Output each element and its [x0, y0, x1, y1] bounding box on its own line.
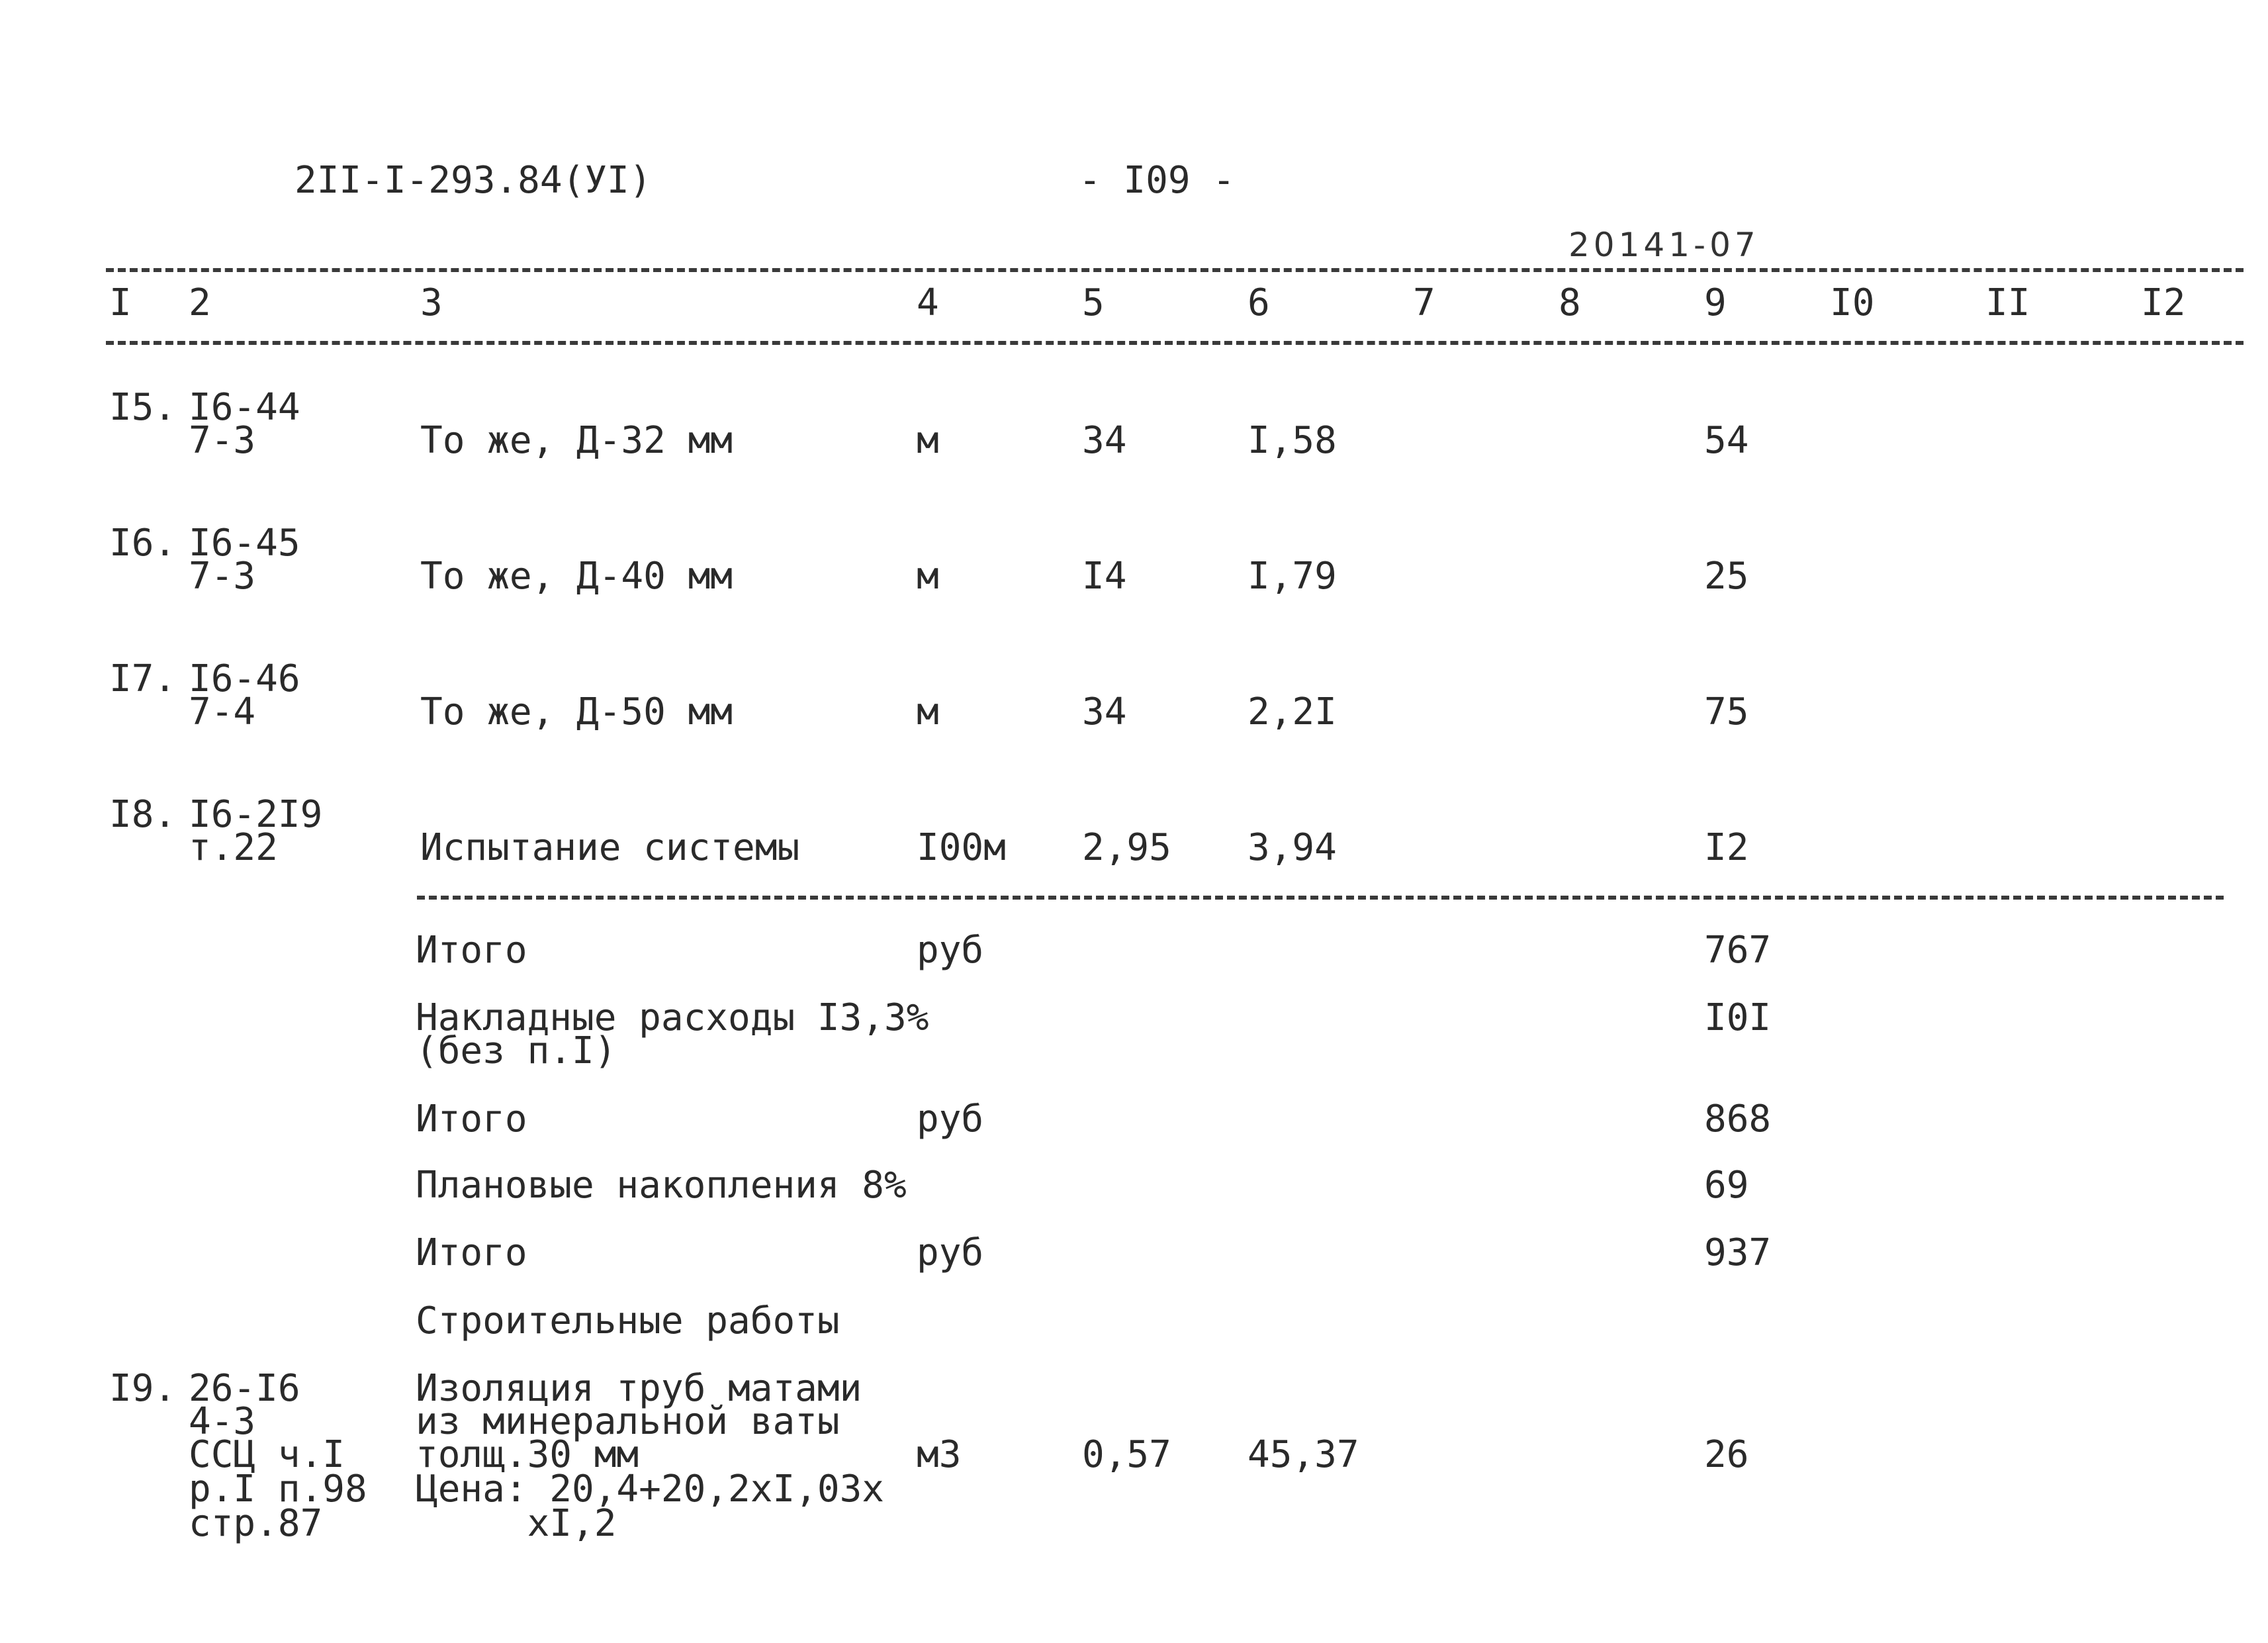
row-unit: м [917, 419, 939, 462]
row-code: 7-4 [189, 690, 256, 733]
column-header-8: 8 [1559, 281, 1581, 324]
row-code: р.I п.98 [189, 1468, 367, 1511]
row-total: 75 [1704, 690, 1749, 733]
document-code: 2II-I-293.84(УI) [295, 159, 652, 202]
row-price: 45,37 [1247, 1433, 1359, 1476]
page-number: - I09 - [1079, 159, 1236, 202]
row-number: I7. [109, 657, 177, 700]
row-code: 4-3 [189, 1400, 256, 1443]
row-price: 2,2I [1247, 690, 1337, 733]
row-code: 7-3 [189, 419, 256, 462]
row-description: из минеральной ваты [416, 1400, 840, 1443]
summary-unit: руб [917, 929, 984, 972]
row-unit: I00м [917, 826, 1006, 869]
summary-label: Итого [416, 1231, 527, 1274]
row-unit: м [917, 690, 939, 733]
row-total: 25 [1704, 555, 1749, 598]
row-description: То же, Д-32 мм [420, 419, 733, 462]
row-quantity: 34 [1082, 419, 1127, 462]
summary-total: 69 [1704, 1164, 1749, 1207]
row-description: Испытание системы [420, 826, 800, 869]
row-quantity: 34 [1082, 690, 1127, 733]
column-header-11: II [1985, 281, 2030, 324]
row-code: I6-45 [189, 522, 300, 565]
column-header-2: 2 [189, 281, 211, 324]
row-description: То же, Д-40 мм [420, 555, 733, 598]
summary-rule [417, 896, 2224, 900]
summary-label: Накладные расходы I3,3% [416, 996, 929, 1039]
row-total: I2 [1704, 826, 1749, 869]
row-description: толщ.30 мм [416, 1433, 639, 1476]
summary-total: 937 [1704, 1231, 1772, 1274]
summary-label: Итого [416, 1098, 527, 1141]
row-number: I9. [109, 1367, 177, 1410]
row-code: 7-3 [189, 555, 256, 598]
row-total: 54 [1704, 419, 1749, 462]
column-header-6: 6 [1247, 281, 1270, 324]
section-title: Строительные работы [416, 1299, 840, 1342]
column-header-9: 9 [1704, 281, 1727, 324]
summary-total: I0I [1704, 996, 1772, 1039]
row-description: хI,2 [416, 1502, 617, 1545]
row-quantity: I4 [1082, 555, 1127, 598]
header-bottom-rule [106, 341, 2244, 345]
summary-label: Итого [416, 929, 527, 972]
column-header-1: I [109, 281, 132, 324]
row-code: I6-46 [189, 657, 300, 700]
summary-total: 767 [1704, 929, 1772, 972]
row-code: т.22 [189, 826, 278, 869]
column-header-4: 4 [917, 281, 939, 324]
row-number: I5. [109, 386, 177, 429]
column-header-3: 3 [420, 281, 443, 324]
row-description: Изоляция труб матами [416, 1367, 862, 1410]
row-total: 26 [1704, 1433, 1749, 1476]
row-unit: м3 [917, 1433, 962, 1476]
column-header-7: 7 [1413, 281, 1435, 324]
column-header-12: I2 [2141, 281, 2186, 324]
handwritten-number: 20141-07 [1568, 226, 1760, 264]
row-price: I,58 [1247, 419, 1337, 462]
row-description: То же, Д-50 мм [420, 690, 733, 733]
summary-label: (без п.I) [416, 1029, 617, 1072]
summary-total: 868 [1704, 1098, 1772, 1141]
column-header-10: I0 [1830, 281, 1875, 324]
row-code: I6-44 [189, 386, 300, 429]
row-number: I6. [109, 522, 177, 565]
row-code: стр.87 [189, 1502, 323, 1545]
row-unit: м [917, 555, 939, 598]
summary-unit: руб [917, 1231, 984, 1274]
row-price: I,79 [1247, 555, 1337, 598]
row-code: I6-2I9 [189, 793, 323, 836]
row-number: I8. [109, 793, 177, 836]
summary-unit: руб [917, 1098, 984, 1141]
row-description: Цена: 20,4+20,2хI,03х [416, 1468, 885, 1511]
row-quantity: 0,57 [1082, 1433, 1171, 1476]
summary-label: Плановые накопления 8% [416, 1164, 907, 1207]
row-code: 26-I6 [189, 1367, 300, 1410]
column-header-5: 5 [1082, 281, 1105, 324]
row-quantity: 2,95 [1082, 826, 1171, 869]
row-price: 3,94 [1247, 826, 1337, 869]
row-code: ССЦ ч.I [189, 1433, 345, 1476]
header-top-rule [106, 268, 2244, 272]
